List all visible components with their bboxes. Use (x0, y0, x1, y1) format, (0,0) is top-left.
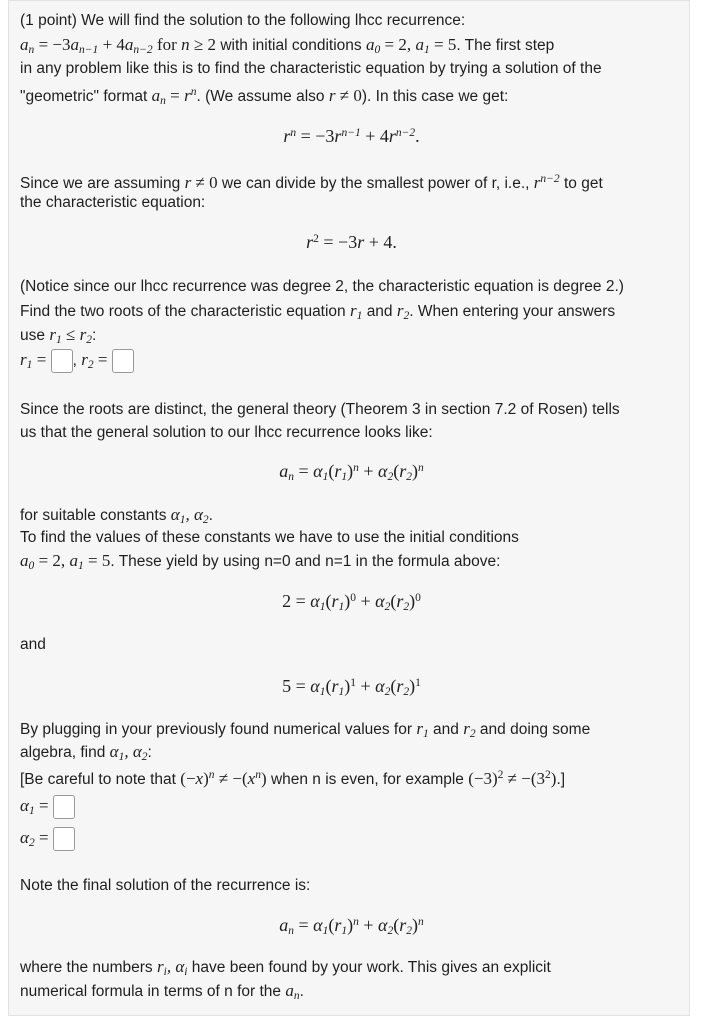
general-solution: $a_n = \alpha_1(r_1)^n + \alpha_2(r_2)^n$ (279, 461, 424, 483)
alpha2-answer-row: $\alpha_2$ = (20, 826, 75, 855)
r1-input[interactable] (51, 349, 73, 373)
alpha1-input[interactable] (53, 795, 75, 819)
explanation-text: use $r_1 \le r_2$: (20, 325, 97, 346)
explanation-text: numerical formula in terms of n for the $a_n$. (20, 981, 304, 1002)
explanation-text: Find the two roots of the characteristic equation $r_1$ and $r_2$. When entering your answers (20, 301, 616, 322)
intro-text: "geometric" format $a_n = r^n$. (We assume also r ≠ 0). In this case we get: (20, 86, 509, 107)
characteristic-equation: $r^2 = -3r + 4$. (306, 232, 397, 252)
explanation-text: Since the roots are distinct, the general theory (Theorem 3 in section 7.2 of Rosen) tells (20, 401, 620, 418)
final-solution: $a_n = \alpha_1(r_1)^n + \alpha_2(r_2)^n$ (279, 915, 424, 937)
equation-trial: $r^n = -3r^{n-1} + 4r^{n-2}$. (283, 126, 420, 146)
explanation-text: us that the general solution to our lhcc recurrence looks like: (20, 424, 433, 441)
problem-statement: (1 point) We will find the solution to the following lhcc recurrence: (20, 12, 466, 29)
r2-input[interactable] (112, 349, 134, 373)
recurrence-line: $a_n = -3a_{n-1} + 4a_{n-2}$ for n ≥ 2 with initial conditions $a_0 = 2$, $a_1 = 5$. The first step (20, 35, 555, 56)
intro-text: in any problem like this is to find the characteristic equation by trying a solution of the (20, 60, 602, 77)
explanation-text: (Notice since our lhcc recurrence was degree 2, the characteristic equation is degree 2.) (20, 278, 624, 295)
explanation-text: algebra, find $\alpha_1$, $\alpha_2$: (20, 742, 152, 763)
alpha1-answer-row: $\alpha_1$ = (20, 794, 75, 823)
explanation-text: where the numbers $r_i$, $\alpha_i$ have been found by your work. This gives an explicit (20, 957, 551, 978)
explanation-text: the characteristic equation: (20, 194, 206, 211)
and-label: and (20, 636, 46, 653)
initial-equation-1: $5 = \alpha_1(r_1)^1 + \alpha_2(r_2)^1$ (282, 676, 421, 698)
alpha2-input[interactable] (53, 827, 75, 851)
explanation-text: Note the final solution of the recurrence is: (20, 877, 311, 894)
explanation-text: To find the values of these constants we have to use the initial conditions (20, 529, 519, 546)
explanation-text: $a_0 = 2$, $a_1 = 5$. These yield by using n=0 and n=1 in the formula above: (20, 551, 501, 572)
explanation-text: for suitable constants $\alpha_1$, $\alpha_2$. (20, 505, 213, 526)
initial-equation-0: $2 = \alpha_1(r_1)^0 + \alpha_2(r_2)^0$ (282, 591, 421, 613)
explanation-text: Since we are assuming r ≠ 0 we can divide by the smallest power of r, i.e., $r^{n-2}$ to get (20, 173, 603, 192)
roots-answer-row: $r_1$ = , $r_2$ = (20, 348, 134, 377)
caution-text: [Be careful to note that $(-x)^n \ne -(x^n)$ when n is even, for example $(-3)^2 \ne -(3^2)$.] (20, 769, 566, 788)
explanation-text: By plugging in your previously found numerical values for $r_1$ and $r_2$ and doing some (20, 719, 591, 740)
